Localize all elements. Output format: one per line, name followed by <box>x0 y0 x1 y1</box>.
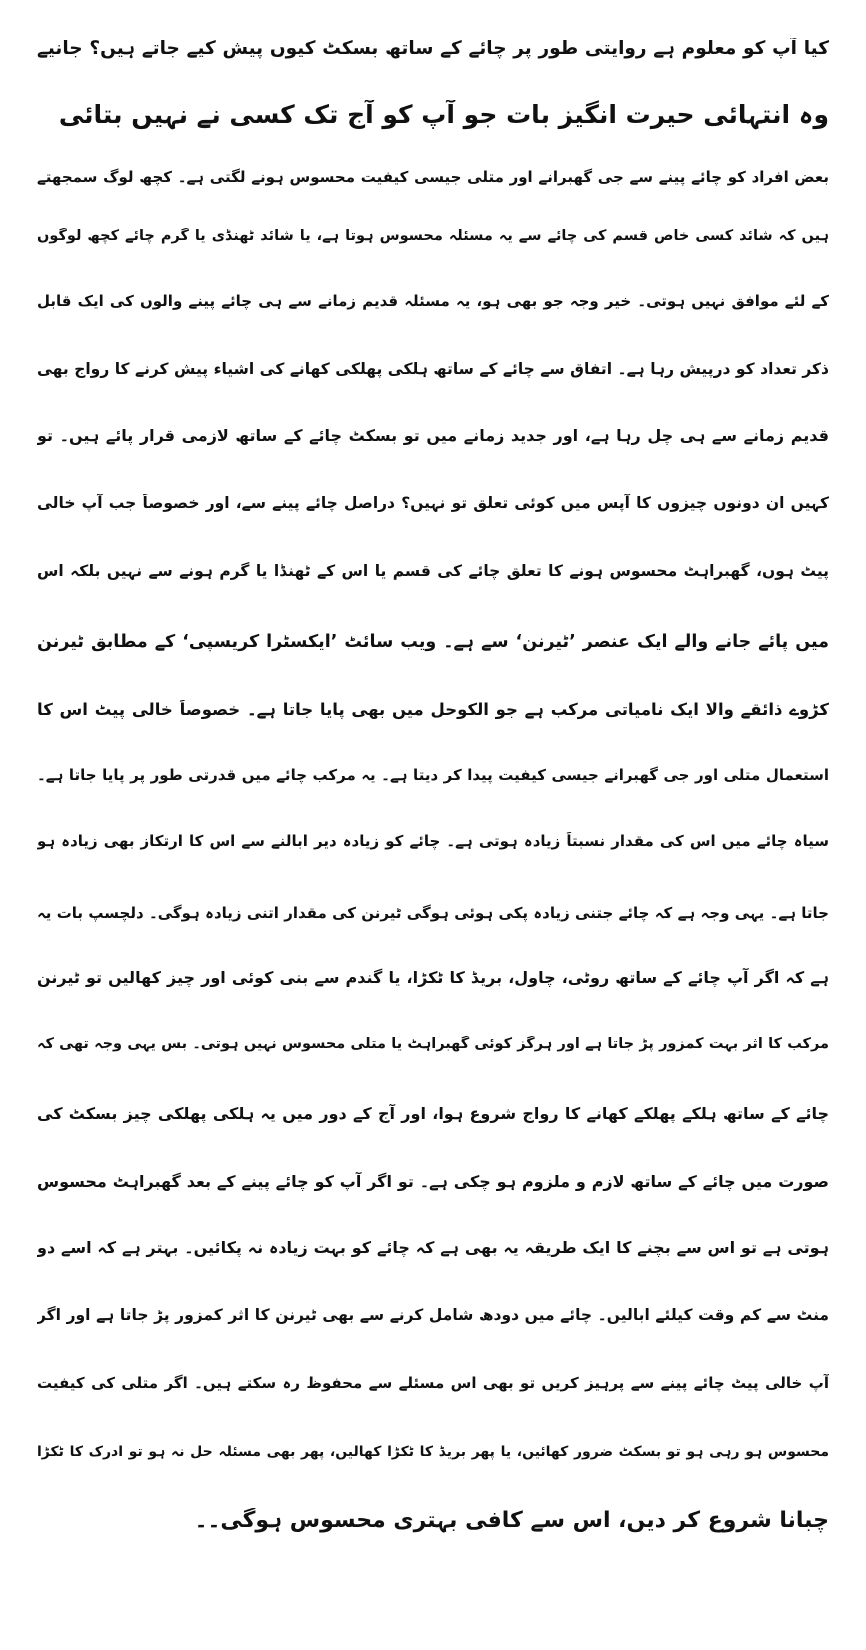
article-heading-line-1: کیا آپ کو معلوم ہے روایتی طور پر چائے کے ساتھ بسکٹ کیوں پیش کیے جاتے ہیں؟ جانیے <box>37 38 829 59</box>
body-line-6: کہیں ان دونوں چیزوں کا آپس میں کوئی تعلق تو نہیں؟ دراصل چائے پینے سے، اور خصوصاً جب آپ خالی <box>37 494 829 512</box>
body-line-16: صورت میں چائے کے ساتھ لازم و ملزوم ہو چکی ہے۔ تو اگر آپ کو چائے پینے کے بعد گھبراہٹ محسوس <box>37 1172 829 1191</box>
body-line-21: چبانا شروع کر دیں، اس سے کافی بہتری محسوس ہوگی۔۔ <box>194 1508 829 1533</box>
body-line-17: ہوتی ہے تو اس سے بچنے کا ایک طریقہ یہ بھی ہے کہ چائے کو بہت زیادہ نہ پکائیں۔ بہتر ہے کہ اسے دو <box>37 1238 829 1257</box>
body-line-5: قدیم زمانے سے ہی چل رہا ہے، اور جدید زمانے میں تو بسکٹ چائے کے ساتھ لازمی قرار پائے ہیں۔ تو <box>37 426 829 445</box>
body-line-8: میں پائے جانے والے ایک عنصر ’ٹیرنن‘ سے ہے۔ ویب سائٹ ’ایکسٹرا کریسپی‘ کے مطابق ٹیرنن <box>37 632 829 652</box>
body-line-13: ہے کہ اگر آپ چائے کے ساتھ روٹی، چاول، بریڈ کا ٹکڑا، یا گندم سے بنی کوئی اور چیز کھالیں تو ٹیرنن <box>37 968 829 987</box>
article-heading-line-2: وہ انتہائی حیرت انگیز بات جو آپ کو آج تک کسی نے نہیں بتائی <box>58 100 829 129</box>
body-line-10: استعمال متلی اور جی گھبرانے جیسی کیفیت پیدا کر دیتا ہے۔ یہ مرکب چائے میں قدرتی طور پر پایا جاتا ہے۔ <box>37 766 829 784</box>
body-line-12: جاتا ہے۔ یہی وجہ ہے کہ چائے جتنی زیادہ پکی ہوئی ہوگی ٹیرنن کی مقدار اتنی زیادہ ہوگی۔ دلچسپ بات یہ <box>37 904 829 922</box>
body-line-9: کڑوے ذائقے والا ایک نامیاتی مرکب ہے جو الکوحل میں بھی پایا جاتا ہے۔ خصوصاً خالی پیٹ اس کا <box>37 700 829 719</box>
body-line-2: ہیں کہ شائد کسی خاص قسم کی چائے سے یہ مسئلہ محسوس ہوتا ہے، یا شائد ٹھنڈی یا گرم چائے کچھ لوگوں <box>37 228 829 244</box>
body-line-3: کے لئے موافق نہیں ہوتی۔ خیر وجہ جو بھی ہو، یہ مسئلہ قدیم زمانے سے ہی چائے پینے والوں کی ایک قابل <box>37 292 829 310</box>
body-line-15: چائے کے ساتھ ہلکے پھلکے کھانے کا رواج شروع ہوا، اور آج کے دور میں یہ ہلکی پھلکی چیز بسکٹ کی <box>37 1104 829 1123</box>
body-line-1: بعض افراد کو چائے پینے سے جی گھبرانے اور متلی جیسی کیفیت محسوس ہونے لگتی ہے۔ کچھ لوگ سمجھتے <box>37 168 829 186</box>
body-line-11: سیاہ چائے میں اس کی مقدار نسبتاً زیادہ ہوتی ہے۔ چائے کو زیادہ دیر ابالنے سے اس کا ارتکاز بھی زیادہ ہو <box>37 832 829 850</box>
body-line-14: مرکب کا اثر بہت کمزور پڑ جاتا ہے اور ہرگز کوئی گھبراہٹ یا متلی محسوس نہیں ہوتی۔ بس یہی وجہ تھی کہ <box>37 1036 829 1052</box>
body-line-18: منٹ سے کم وقت کیلئے ابالیں۔ چائے میں دودھ شامل کرنے سے بھی ٹیرنن کا اثر کمزور پڑ جاتا ہے اور اگر <box>37 1306 829 1324</box>
body-line-4: ذکر تعداد کو درپیش رہا ہے۔ اتفاق سے چائے کے ساتھ ہلکی پھلکی کھانے کی اشیاء پیش کرنے کا رواج بھی <box>37 360 829 378</box>
body-line-20: محسوس ہو رہی ہو تو بسکٹ ضرور کھائیں، یا پھر بریڈ کا ٹکڑا کھالیں، پھر بھی مسئلہ حل نہ ہو تو ادرک کا ٹکڑا <box>37 1444 829 1460</box>
body-line-19: آپ خالی پیٹ چائے پینے سے پرہیز کریں تو بھی اس مسئلے سے محفوظ رہ سکتے ہیں۔ اگر متلی کی کیفیت <box>37 1374 829 1392</box>
body-line-7: پیٹ ہوں، گھبراہٹ محسوس ہونے کا تعلق چائے کی قسم یا اس کے ٹھنڈا یا گرم ہونے سے نہیں بلکہ اس <box>37 562 829 580</box>
